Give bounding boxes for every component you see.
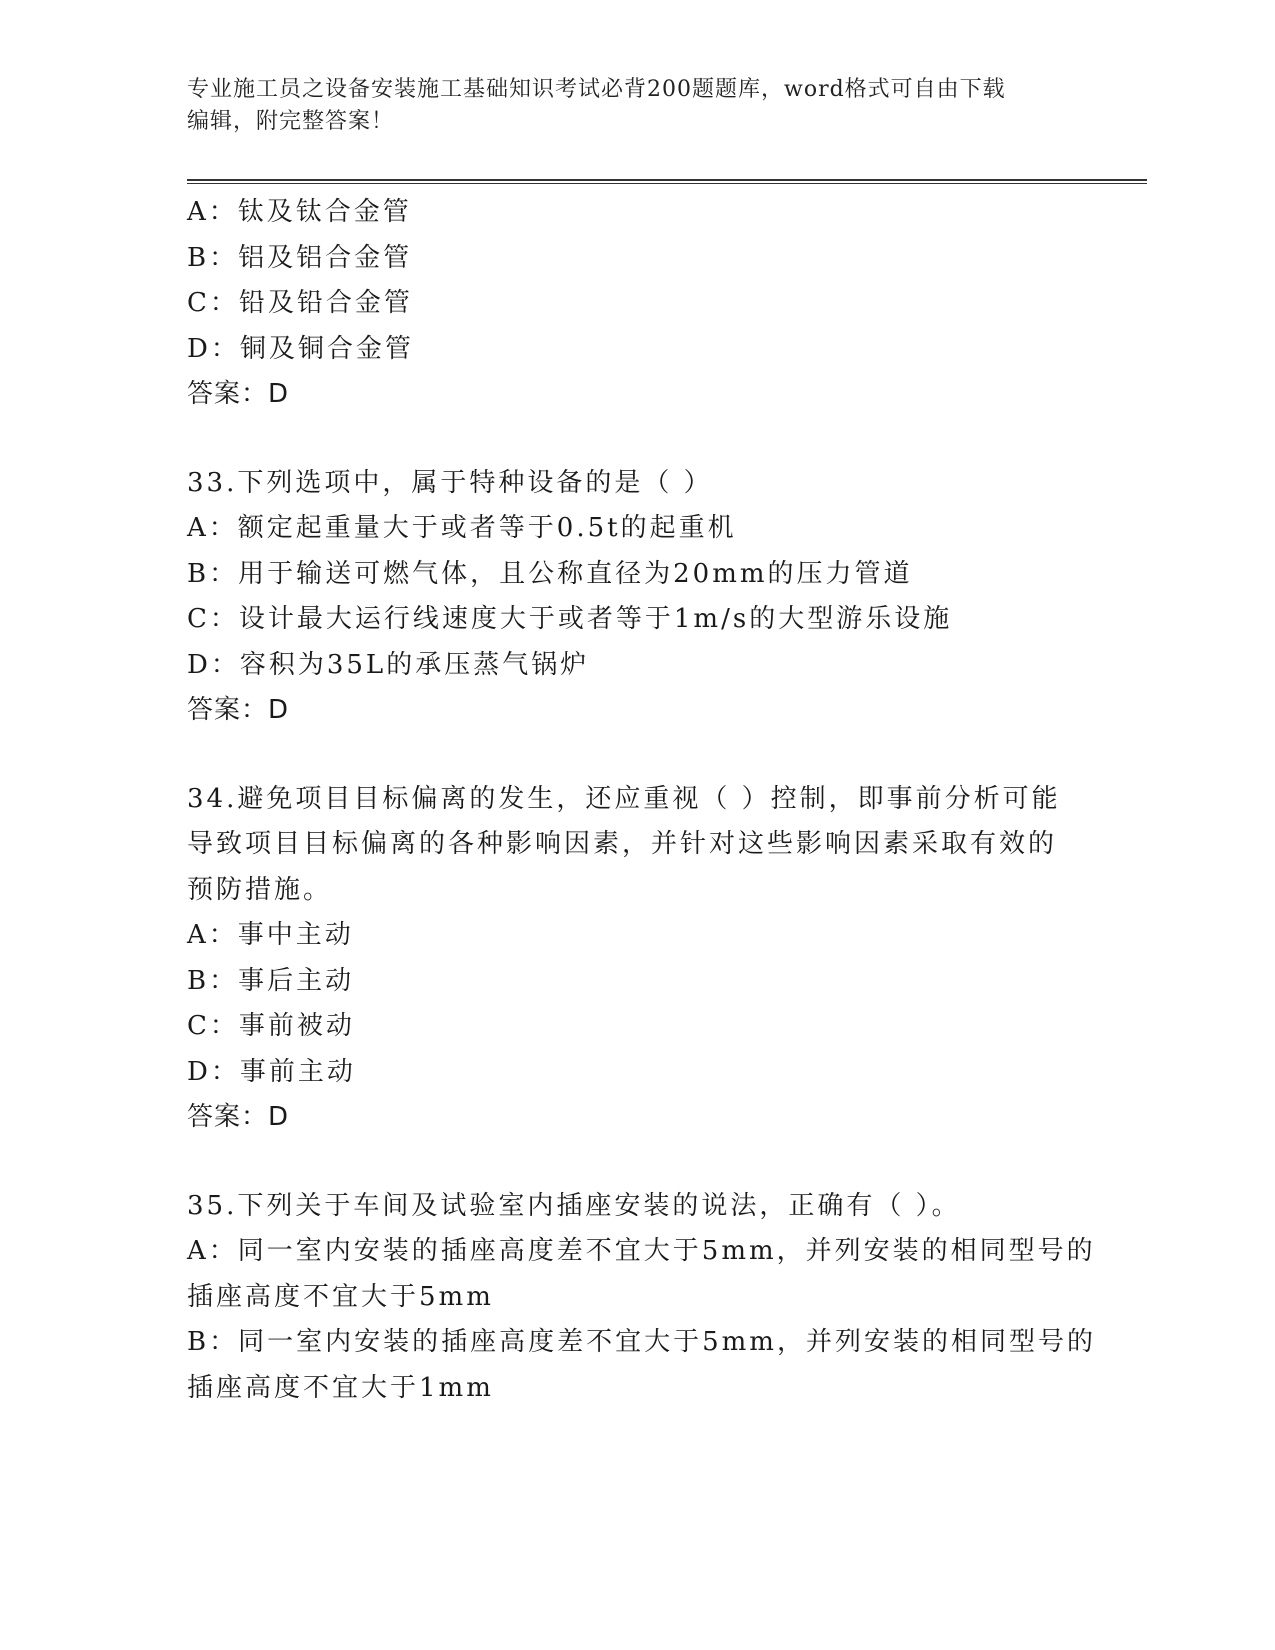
option-d: D：容积为35L的承压蒸气锅炉	[187, 649, 590, 680]
option-c: C：事前被动	[187, 1011, 355, 1041]
option-c: C：设计最大运行线速度大于或者等于1m/s的大型游乐设施	[187, 604, 953, 634]
option-b: B：用于输送可燃气体，且公称直径为20mm的压力管道	[187, 558, 913, 589]
question-list	[187, 190, 1096, 1411]
question-stem-line-1: 34.避免项目目标偏离的发生，还应重视（ ）控制，即事前分析可能	[187, 783, 1061, 814]
option-a-line-2: 插座高度不宜大于5mm	[187, 1281, 494, 1312]
option-b: B：事后主动	[187, 965, 355, 996]
option-a-line-1: A：同一室内安装的插座高度差不宜大于5mm，并列安装的相同型号的	[187, 1236, 1096, 1266]
spacer	[187, 1141, 1087, 1184]
question-stem-line-3: 预防措施。	[187, 874, 333, 905]
question-34	[187, 777, 1087, 1141]
header-line-1: 专业施工员之设备安装施工基础知识考试必背200题题库，word格式可自由下载	[187, 77, 1006, 102]
spacer	[187, 734, 1087, 777]
option-c: C：铅及铅合金管	[187, 288, 413, 318]
option-a: A：钛及钛合金管	[187, 197, 412, 227]
option-d: D：铜及铜合金管	[187, 333, 414, 364]
option-d: D：事前主动	[187, 1056, 356, 1087]
question-stem: 33.下列选项中，属于特种设备的是（ ）	[187, 467, 713, 498]
question-stem-line-2: 导致项目目标偏离的各种影响因素，并针对这些影响因素采取有效的	[187, 829, 1058, 859]
option-a: A：额定起重量大于或者等于0.5t的起重机	[187, 513, 737, 543]
question-stem: 35.下列关于车间及试验室内插座安装的说法，正确有（ ）。	[187, 1190, 961, 1221]
answer: 答案：D	[187, 695, 290, 725]
question-32	[187, 190, 1087, 418]
answer: 答案：D	[187, 1102, 290, 1132]
question-33	[187, 461, 1087, 734]
header-line-2: 编辑，附完整答案！	[187, 109, 395, 134]
option-a: A：事中主动	[187, 920, 354, 950]
answer: 答案：D	[187, 379, 290, 409]
spacer	[187, 418, 1087, 461]
header-divider	[187, 179, 1147, 184]
option-b: B：铝及铝合金管	[187, 242, 413, 273]
question-35	[187, 1184, 1096, 1412]
option-b-line-1: B：同一室内安装的插座高度差不宜大于5mm，并列安装的相同型号的	[187, 1327, 1096, 1357]
document-header	[187, 74, 1087, 138]
option-b-line-2: 插座高度不宜大于1mm	[187, 1372, 494, 1403]
